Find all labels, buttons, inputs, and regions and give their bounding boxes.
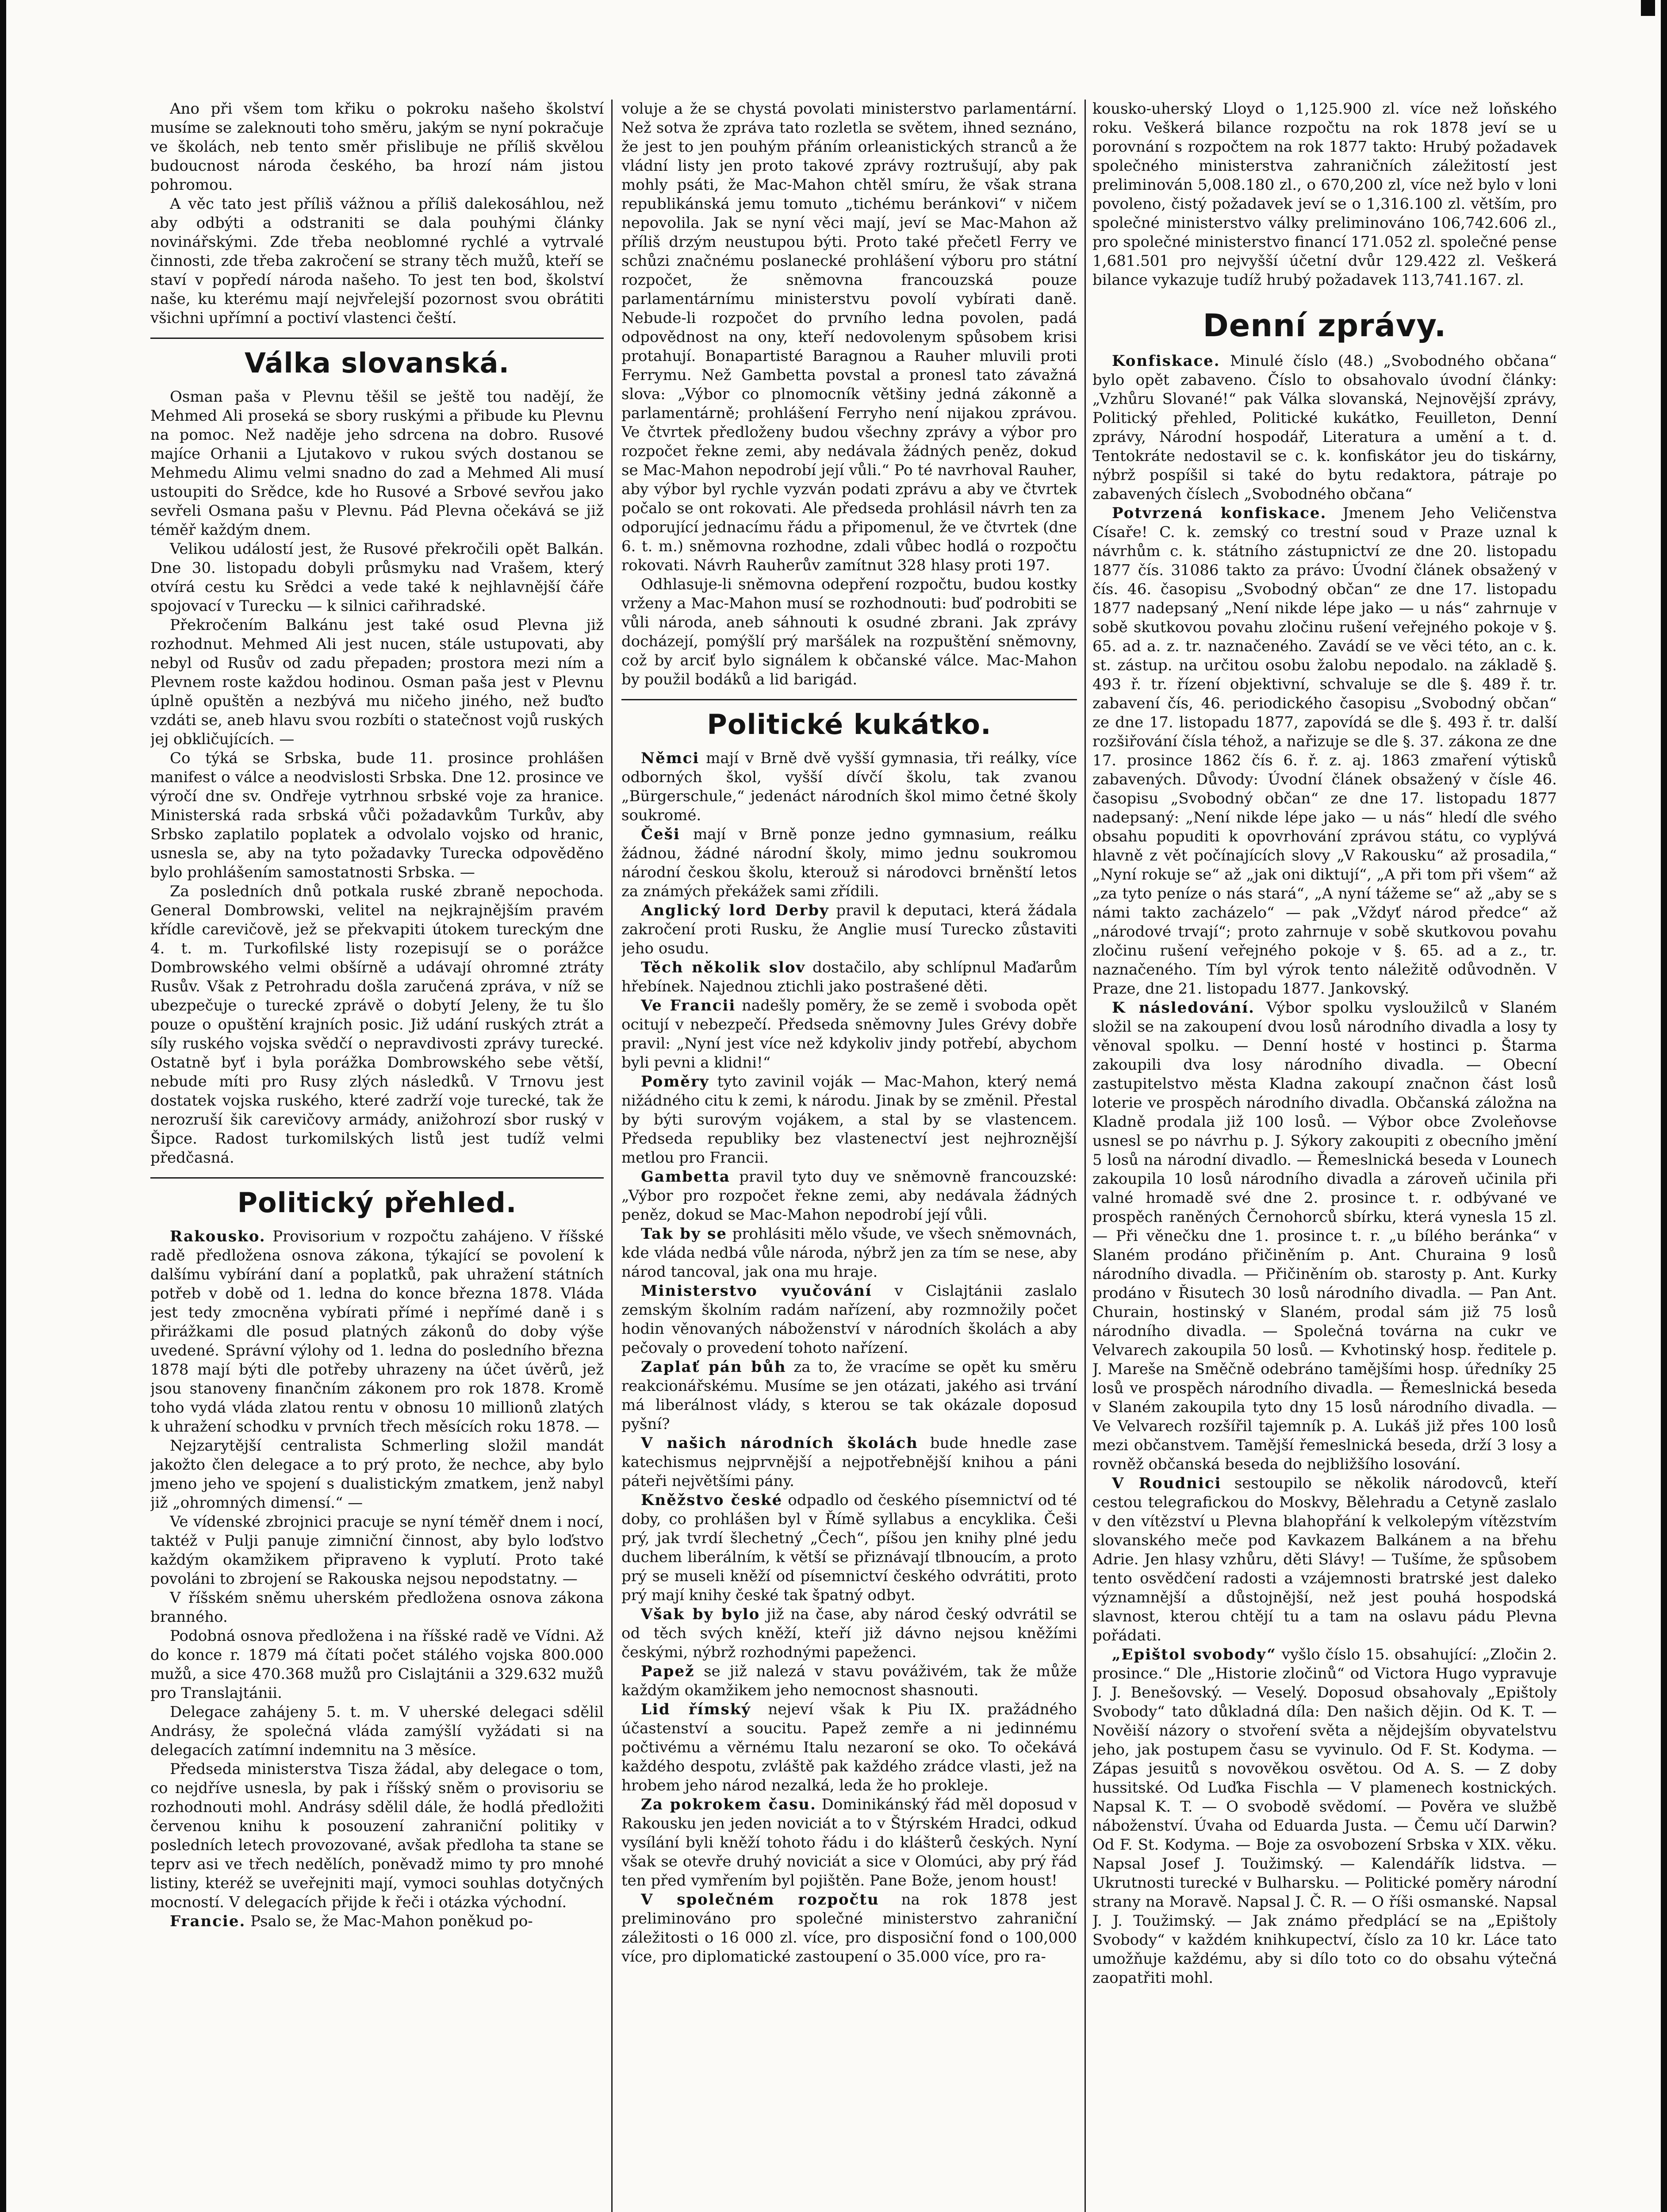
paragraph-lead: V našich národních školách <box>641 1434 918 1452</box>
paragraph-lead: Anglický lord Derby <box>641 902 829 919</box>
paragraph <box>621 1225 1077 1282</box>
paragraph: kousko-uherský Lloyd o 1,125.900 zl. více než loňského roku. Veškerá bilance rozpočtu na rok 1878 jeví se u porovnání s rozpočtem na rok 1877 takto: Hrubý požadavek společného ministerstva zahraničních záležitostí jest preliminován 5,008.180 zl., o 670,200 zl, více než bylo v loni povoleno, čistý požadavek jeví se o 1,316.100 zl. větším, pro společné ministerstvo války preliminováno 106,742.606 zl., pro společné ministerstvo financí 171.052 zl. společné pense 1,681.501 pro nejvyšší účetní dvůr 129.422 zl. Veškerá bilance vykazuje tudíž hrubý požadavek 113,741.167. zl. <box>1092 100 1557 289</box>
column-right <box>1092 100 1557 2212</box>
paragraph-lead: Zaplať pán bůh <box>641 1358 786 1376</box>
column-rule <box>1085 100 1086 2212</box>
paragraph: V říšském sněmu uherském předložena osnova zákona branného. <box>150 1589 604 1626</box>
paragraph-lead: Lid římský <box>641 1701 751 1718</box>
paragraph <box>1092 352 1557 504</box>
paragraph: Osman paša v Plevnu těšil se ještě tou nadějí, že Mehmed Ali proseká se sbory ruskými a přibude ku Plevnu na pomoc. Než naděje jeho sdrcena na dobro. Rusové majíce Orhanii a Ljutakovo v rukou svých dostanou se Mehmedu Alimu velmi snadno do zad a Mehmed Ali musí ustoupiti do Srědce, kde ho Rusové a Srbové sevřou jako sevřeli Osmana pašu v Plevnu. Pád Plevna očekává se již téměř každým dnem. <box>150 388 604 539</box>
paragraph-lead: Gambetta <box>641 1168 730 1186</box>
paragraph-lead: V Roudnici <box>1112 1475 1222 1492</box>
paragraph <box>621 1434 1077 1491</box>
paragraph-text: Minulé číslo (48.) „Svobodného občana“ bylo opět zabaveno. Číslo to obsahovalo úvodní články: „Vzhůru Slované!“ pak Válka slovanská, Nejnovější zprávy, Politický přehled, Politické kukátko, Feuilleton, Denní zprávy, Národní hospodář, Literatura a umění a t. d. Tentokráte nedostavil se c. k. konfiskátor jeu do tiskárny, nýbrž pospíšil si také do bytu redaktora, pátraje po zabavených číslech „Svobodného občana“ <box>1092 352 1557 503</box>
paragraph: A věc tato jest příliš vážnou a příliš dalekosáhlou, než aby odbýti a odstraniti se dala pouhými články novinářskými. Zde třeba neoblomné rychlé a vytrvalé činnosti, zde třeba zakročení se strany těch mužů, kteří se staví v popředí národa našeho. To jest ten bod, školství naše, ku kterému mají nejvřelejší pozornost svou obrátiti všichni upřímní a poctiví vlastenci čeští. <box>150 195 604 327</box>
paragraph <box>1092 1474 1557 1645</box>
paragraph-lead: Konfiskace. <box>1112 352 1220 370</box>
paragraph-lead: Rakousko. <box>170 1228 266 1245</box>
paragraph <box>1092 998 1557 1474</box>
paragraph: Podobná osnova předložena i na říšské radě ve Vídni. Až do konce r. 1879 má čítati počet stálého vojska 800.000 mužů, a sice 470.368 mužů pro Cislajtánii a 329.632 mužů pro Translajtánii. <box>150 1627 604 1702</box>
paragraph-lead: Potvrzená konfiskace. <box>1112 504 1327 522</box>
paragraph: Delegace zahájeny 5. t. m. V uherské delegaci sdělil Andrásy, že společná vláda zamýšlí vyžádati si na delegacích zatímní indemnitu na 3 měsíce. <box>150 1703 604 1759</box>
paragraph <box>621 1358 1077 1434</box>
paragraph: Překročením Balkánu jest také osud Plevna již rozhodnut. Mehmed Ali jest nucen, stále ustupovati, aby nebyl od Rusův od zadu přepaden; prostora mezi ním a Plevnem roste každou hodinou. Osman paša jest v Plevnu úplně opuštěn a nezbývá mu ničeho jiného, než buďto vzdáti se, aneb hlavu svou rozbíti o statečnost vojů ruských jej obkličujících. — <box>150 616 604 748</box>
paragraph: Velikou událostí jest, že Rusové překročili opět Balkán. Dne 30. listopadu dobyli průsmyku nad Vrašem, který otvírá cestu ku Srědci a vede také k nejhlavnější čáře spojovací v Turecku — k silnici cařihradské. <box>150 540 604 615</box>
paragraph-text: bude hnedle zase katechismus nejprvnější a nejpotřebnější knihou a páni páteři největšími pány. <box>621 1434 1077 1490</box>
scan-border-right <box>1661 0 1667 2212</box>
column-middle <box>621 100 1077 2212</box>
paragraph-text: Dominikánský řád měl doposud v Rakousku jen jeden noviciát a to v Štýrském Hradci, odkud vysílání byli kněží tohoto řádu i do klášterů českých. Nyní však se otevře druhý noviciát a sice v Olomúci, aby prý řád ten před vymřením byl pojištěn. Pane Bože, jenom houst! <box>621 1796 1077 1889</box>
paragraph-text: Psalo se, že Mac-Mahon poněkud po- <box>245 1912 533 1930</box>
paragraph-lead: Ministerstvo vyučování <box>641 1282 872 1300</box>
paragraph-text: vyšlo číslo 15. obsahující: „Zločin 2. prosince.“ Dle „Historie zločinů“ od Victora Hugo vypravuje J. J. Benešovský. — Veselý. Doposud obsahovaly „Epištoly Svobody“ tato důkladná díla: Den našich dějin. Od K. T. — Nověiší názory o stvoření světa a nějdejším obyvatelstvu jeho, jak postupem času se vyvinulo. Od F. St. Kodyma. — Zápas jesuitů s novověkou osvětou. Od A. S. — Z doby hussitské. Od Luďka Fischla — V plamenech kostnických. Napsal K. T. — O svobodě svědomí. — Pověra ve službě náboženství. Úvaha od Eduarda Justa. — Čemu učí Darwin? Od F. St. Kodyma. — Boje za osvobození Srbska v XIX. věku. Napsal Josef J. Toužimský. — Kalendářík lidstva. — Ukrutnosti turecké v Bulharsku. — Politické poměry národní strany na Moravě. Napsal J. Č. R. — O říši osmanské. Napsal J. J. Toužimský. — Jak známo předplácí se na „Epištoly Svobody“ v každém knihkupectví, číslo za 10 kr. Láce tato umožňuje každému, aby si dílo toto co do obsahu výtečná zaopatřiti mohl. <box>1092 1646 1557 1987</box>
paragraph <box>621 1890 1077 1966</box>
paragraph <box>621 996 1077 1072</box>
paragraph <box>621 825 1077 901</box>
section-heading-denni-zpravy: Denní zprávy. <box>1203 307 1447 344</box>
paragraph-text: sestoupilo se několik národovců, kteří cestou telegrafickou do Moskvy, Bělehradu a Cetyně zaslalo v den vítězství u Plevna blahopřání k velkolepým vítězstvím slovanského meče pod Kavkazem Balkánem a na břehu Adrie. Jen hlasy vzhůru, děti Slávy! — Tušíme, že spůsobem tento osvědčení radosti a vzájemnosti bratrské jest daleko významnější a důstojnější, než jest pouhá hospodská slavnost, kterou chtějí tu a tam na oslavu pádu Plevna pořádati. <box>1092 1475 1557 1644</box>
paragraph <box>621 1662 1077 1700</box>
paragraph <box>1092 504 1557 998</box>
column-rule <box>611 100 613 2212</box>
paragraph <box>621 1167 1077 1225</box>
paragraph-text: Provisorium v rozpočtu zahájeno. V říšské radě předložena osnova zákona, týkající se povolení k dalšímu vybírání daní a poplatků, pak uhražení státních potřeb v době od 1. ledna do konce března 1878. Vláda jest tedy zmocněna vybírati přímé i nepřímé daně i s přirážkami dle posud platných zákonů do doby výše uvedené. Správní výlohy od 1. ledna do posledního března 1878 mají býti dle potřeby uhrazeny na účet úvěrů, jež jsou stanoveny finančním zákonem pro rok 1878. Kromě toho vydá vláda zlatou rentu v obnosu 10 millionů zlatých k uhražení schodku v prvních třech měsících roku 1878. — <box>150 1228 604 1436</box>
paragraph: Předseda ministerstva Tisza žádal, aby delegace o tom, co nejdříve usnesla, by pak i říšský sněm o provisoriu se rozhodnouti mohl. Andrásy sdělil dále, že hodlá předložiti červenou knihu k posouzení zahraniční politiky v posledních letech provozované, avšak předloha ta stane se teprv asi ve třech nedělích, poněvadž mimo ty pro mnohé listiny, kteréž se uveřejniti mají, vymoci souhlas dotyčných mocností. V delegacích přijde k řeči i otázka východní. <box>150 1760 604 1911</box>
paragraph-text: nejeví však k Piu IX. pražádného účastenství a soucitu. Papež zemře a ni jedinnému počtivému a věrnému Italu nezaroní se oko. To očekává každého despotu, zvláště pak každého zrádce vlasti, jež na hrobem jeho národ nezalká, leda že ho proklejе. <box>621 1701 1077 1794</box>
paragraph-text: dostačilo, aby schlípnul Maďarům hřebínek. Najednou ztichli jako postrašené děti. <box>621 959 1077 995</box>
paragraph-lead: Však by bylo <box>641 1605 760 1623</box>
scan-corner-mark <box>1641 0 1655 16</box>
paragraph-text: nadešly poměry, že se země i svoboda opět ocitují v nebezpečí. Předseda sněmovny Jules Grévy dobře pravil: „Nyní jest více než kdykoliv jindy potřebí, abychom byli pevni a klidni!“ <box>621 997 1077 1071</box>
paragraph-lead: V společném rozpočtu <box>641 1891 879 1909</box>
section-heading-politicky-prehled: Politický přehled. <box>150 1177 604 1219</box>
paragraph-lead: Poměry <box>641 1073 709 1091</box>
paragraph-lead: K následování. <box>1112 999 1255 1017</box>
paragraph-text: na rok 1878 jest preliminováno pro společné ministerstvo zahraniční záležitosti o 16 000 zl. více, pro disposiční fond o 100,000 více, pro diplomatické zastoupení o 35.000 více, pro ra- <box>621 1891 1077 1966</box>
paragraph-text: prohlásiti mělo všude, ve všech sněmovnách, kde vláda nedbá vůle národa, nýbrž jen za tím se nese, aby národ tancoval, jak ona mu hraje. <box>621 1225 1077 1281</box>
paragraph <box>621 958 1077 996</box>
section-heading-valka-slovanska: Válka slovanská. <box>150 338 604 380</box>
paragraph-text: v Cislajtánii zaslalo zemským školním radám nařízení, aby rozmnožily počet hodin věnovaných náboženství v národních školách a aby pečovaly o provedení tohoto nařízení. <box>621 1282 1077 1357</box>
paragraph-lead: Papež <box>641 1663 695 1680</box>
paragraph-text: pravil k deputaci, která žádala zakročení proti Rusku, že Anglie musí Turecko zůstaviti jeho osudu. <box>621 902 1077 957</box>
paragraph: Za posledních dnů potkala ruské zbraně nepochoda. General Dombrowski, velitel na nejkrajnějším pravém křídle carevičově, jež se překvapiti útokem tureckým dne 4. t. m. Turkofilské listy rozepisují se o porážce Dombrowského velmi obšírně a udávají ohromné ztráty Rusův. Však z Petrohradu došla zaručená zpráva, v níž se ubezpečuje o turecké zprávě o dobytí Jeleny, že tu šlo pouze o opuštění krajních posic. Již udání ruských ztrát a síly ruského vojska svědčí o nepravdivosti zprávy turecké. Ostatně byť i byla porážka Dombrowského sebe větší, nebude míti pro Rusy zlých následků. V Trnovu jest dostatek vojska ruského, které zadrží voje turecké, tak že nerozruší šik carevičovy armády, anižohrozí sbor ruský v Šipce. Radost turkomilských listů jest tudíž velmi předčasná. <box>150 883 604 1167</box>
paragraph-lead: Němci <box>641 749 700 767</box>
paragraph-text: pravil tyto duy ve sněmovně francouzské: „Výbor pro rozpočet řekne zemi, aby nedávala žádných peněz, dokud se Mac-Mahon nepodrobí její vůli. <box>621 1168 1077 1224</box>
paragraph <box>621 1491 1077 1605</box>
paragraph: Co týká se Srbska, bude 11. prosince prohlášen manifest o válce a neodvislosti Srbska. Dne 12. prosince ve výročí dne sv. Ondřeje vytrhnou srbské voje za hranice. Ministerská rada srbská vůči požadavkům Turkův, aby Srbsko zaplatilo poplatek a odvolalo vojsko od hranic, usnesla se, aby na tyto požadavky Turecka odpověděno bylo prohlášením samostatnosti Srbska. — <box>150 749 604 881</box>
paragraph-lead: Za pokrokem času. <box>641 1796 816 1813</box>
paragraph: Ve vídenské zbrojnici pracuje se nyní téměř dnem i nocí, taktéž v Pulji panuje zimniční činnost, aby bylo loďstvo každým okamžikem připraveno k vyplutí. Proto také povoláni to zbrojení se Rakouska nejsou nepodstatny. — <box>150 1513 604 1588</box>
column-left <box>150 100 604 2212</box>
scan-border-left <box>0 0 6 2212</box>
paragraph <box>621 1700 1077 1795</box>
paragraph-lead: Francie. <box>170 1912 246 1930</box>
paragraph-text: se již nalezá v stavu pováživém, tak že může každým okamžikem jeho nemocnost shasnouti. <box>621 1663 1077 1699</box>
paragraph <box>150 1227 604 1436</box>
paragraph <box>621 1282 1077 1358</box>
paragraph <box>150 1912 604 1931</box>
paragraph <box>1092 1645 1557 1988</box>
paragraph <box>621 749 1077 825</box>
paragraph: voluje a že se chystá povolati ministerstvo parlamentární. Než sotva že zpráva tato rozletla se světem, ihned seznáno, že jest to jen pouhým přáním orleanistických stranců a že vládní listy jen proto takové zprávy roztrušují, aby pak mohly psáti, že Mac-Mahon chtěl smíru, že však strana republikánská jemu tomuto „tichému beránkovi“ v ničem nepovolila. Jak se nyní věci mají, jeví se Mac-Mahon až příliš drzým neustupou býti. Proto také přečetl Ferry ve schůzi značnému poslanecké prohlášení výboru pro státní rozpočet, že sněmovna francouzská pouze parlamentárnímu ministerstvu povolí vybírati daně. Nebude-li rozpočet do prvního ledna povolen, padá odpovědnost na ony, kteří nedovolenym spůsobem krisi protahují. Bonapartisté Baragnou a Rauher mluvili proti Ferrymu. Než Gambetta povstal a pronesl tato závažná slova: „Výbor co plnomocník většiny jedná zákonně a parlamentárně; prohlášení Ferryho není nijakou zprávou. Ve čtvrtek předloženy budou všechny zprávy a výbor pro rozpočet řekne zemi, aby nedávala žádných peněz, dokud se Mac-Mahon nepodrobí její vůli.“ Po té navrhoval Rauher, aby výbor byl rychle vyzván podati zprávu a aby ve čtvrtek počalo se ont rokovati. Ale předseda prohlásil návrh ten za odporující jednacímu řádu a připomenul, že ve čtvrtek (dne 6. t. m.) sněmovna rozhodne, zdali vůbec hodlá o rozpočtu rokovati. Návrh Rauherův zamítnut 328 hlasy proti 197. <box>621 100 1077 574</box>
paragraph-text: Jmenem Jeho Veličenstva Císaře! C. k. zemský co trestní soud v Praze uznal k návrhům c. k. státního zástupnictví ze dne 20. listopadu 1877 čís. 31086 takto za právo: Úvodní článek obsažený v čís. 46. časopisu „Svobodný občan“ ze dne 17. listopadu 1877 nadepsaný „Není nikde lépe jako — u nás“ zahrnuje v sobě skutkovou povahu zločinu rušení veřejného pokoje v §. 65. ad a. z. tr. naznačeného. Zavádí se ve věci této, an c. k. st. zástup. na určitou osobu žalobu nepodalo. na základě §. 493 ř. tr. řízení objektivní, schvaluje se dle §. 489 ř. tr. zabavení čís, 46. periodického časopisu „Svobodný občan“ ze dne 17. listopadu 1877, zapovídá se dle §. 493 ř. tr. další rozšiřování čísla téhož, a nařizuje se dle §. 37. zákona ze dne 17. prosince 1862 čís 6. ř. z. aj. 1863 zmaření výtisků zabavených. Důvody: Úvodní článek obsažený v čísle 46. časopisu „Svobodný občan“ ze dne 17. listopadu 1877 nadepsaný: „Není nikde lépe jako — u nás“ hledí dle svého obsahu popuditi k opovrhování zprávou státu, co vyplývá hlavně z vět počínajících slovy „V Rakousku“ až prosadila,“ „Nyní rokuje se“ až „jak oni diktují“, „A při tom při všem“ až „za tyto peníze o nás stará“, „A nyní tážeme se“ až „aby se s námi takto zacházelo“ — pak „Vždyť národ předce“ až „národové trvají“; proto zahrnuje v sobě skutkovou povahu zločinu rušení veřejného pokoje v §. 65. ad a z., tr. naznačeného. Tím byl výrok tento náležitě odůvodněn. V Praze, dne 21. listopadu 1877. Jankovský. <box>1092 504 1557 998</box>
paragraph-text: za to, že vracíme se opět ku směru reakcionářskému. Musíme se jen otázati, jakého asi trvání má liberálnost vlády, s kterou se tak okázale doposud pyšní? <box>621 1358 1077 1433</box>
paragraph-lead: Těch několik slov <box>641 959 806 976</box>
paragraph-lead: Ve Francii <box>641 997 736 1014</box>
paragraph-lead: „Epištol svobody“ <box>1112 1646 1276 1663</box>
paragraph-lead: Tak by se <box>641 1225 728 1243</box>
paragraph: Odhlasuje-li sněmovna odepření rozpočtu, budou kostky vrženy a Mac-Mahon musí se rozhodnouti: buď podrobiti se vůli národa, aneb sáhnouti k osudné zbrani. Jak zprávy docházejí, pomýšlí prý maršálek na rozpuštění sněmovny, což by arciť bylo signálem k občanské válce. Mac-Mahon by použil bodáků a lid barigád. <box>621 576 1077 688</box>
paragraph-text: Výbor spolku vysloužilců v Slaném složil se na zakoupení dvou losů národního divadla a losy ty věnoval spolku. — Denní hosté v hostinci p. Štarma zakoupili dva losy národního divadla. — Obecní zastupitelstvo města Kladna zakoupí značnon část losů loterie ve prospěch národního divadla. Občanská záložna na Kladně prodala již 100 losů. — Výbor obce Zvoleňovse usnesl se po návrhu p. J. Sýkory zakoupiti z obecního jmění 5 losů na národní divadlo. — Řemeslnická beseda v Lounech zakoupila 10 losů národního divadla a zároveň učinila při valné hromadě své dne 2. prosince t. r. odbývané ve prospěch raněných Černohorců sbírku, která vynesla 15 zl. — Při věnečku dne 1. prosince t. r. „u bílého beránka“ v Slaném prodáno přičiněním p. Ant. Churaina 9 losů národního divadla. — Přičiněním ob. starosty p. Ant. Kurky prodáno v Řisutech 30 losů národního divadla. — Pan Ant. Churain, hostinský v Slaném, prodal sám již 75 losů národního divadla. — Společná továrna na cukr ve Velvarech zakoupila 50 losů. — Kvhotinský hosp. ředitele p. J. Mareše na Směčně odebráno tamějšími hosp. úředníky 25 losů ve prospěch národního divadla. — Řemeslnická beseda v Slaném zakoupila tyto dny 15 losů národního divadla. — Ve Velvarech rozšířil tajemník p. A. Lukáš již přes 100 losů mezi občanstvem. Tamější řemeslnická beseda, drží 3 losy a rovněž občanská beseda do nejbližšího losování. <box>1092 999 1557 1473</box>
paragraph-lead: Kněžstvo české <box>641 1491 783 1509</box>
paragraph: Nejzarytější centralista Schmerling složil mandát jakožto člen delegace a to prý proto, že nechce, aby bylo jmeno jeho ve spojení s dualistickým zmatkem, jenž nabyl již „ohromných dimensí.“ — <box>150 1437 604 1512</box>
paragraph-text: tyto zavinil voják — Mac-Mahon, který nemá nižádného citu k zemi, k národu. Jinak by se změnil. Přestal by býti surovým vojákem, a stal by se vlastencem. Předseda republiky bez vlastenectví jest nejhroznější metlou pro Francii. <box>621 1073 1077 1167</box>
paragraph <box>621 1795 1077 1890</box>
paragraph <box>621 901 1077 958</box>
paragraph <box>621 1072 1077 1167</box>
paragraph <box>621 1605 1077 1662</box>
paragraph-text: již na čase, aby národ český odvrátil se od těch svých kněží, kteří již dávno nejsou kněžími českými, nýbrž rozhodnými papeženci. <box>621 1605 1077 1661</box>
paragraph-text: mají v Brně ponze jedno gymnasium, reálku žádnou, žádné národní školy, mimo jednu soukromou národní českou školu, kterouž si národovci brněnští letos za známých překážek sami zřídili. <box>621 826 1077 900</box>
section-heading-politicke-kukatko: Politické kukátko. <box>621 699 1077 741</box>
paragraph-lead: Češi <box>641 826 680 843</box>
paragraph-text: mají v Brně dvě vyšší gymnasia, tři reálky, více odborných škol, vyšší dívčí školu, tak zvanou „Bürgerschule,“ jedenáct národních škol mimo četné školy soukromé. <box>621 749 1077 824</box>
paragraph: Ano při všem tom křiku o pokroku našeho školství musíme se zaleknouti toho směru, jakým se nyní pokračuje ve školách, neb tento směr přislibuje ne příliš skvělou budoucnost národa českého, ba hrozí nám jistou pohromou. <box>150 100 604 194</box>
paragraph-text: odpadlo od českého písemnictví od té doby, co prohlášen byl v Římě syllabus a encyklika. Češi prý, jak tvrdí šlechetný „Čech“, píšou jen knihy plné jedu duchem liberálním, k větší se přiznávají tlbnoucím, a proto prý se museli kněží od písemnictví českého odvrátiti, proto prý mají knihy české tak špatný odbyt. <box>621 1491 1077 1604</box>
